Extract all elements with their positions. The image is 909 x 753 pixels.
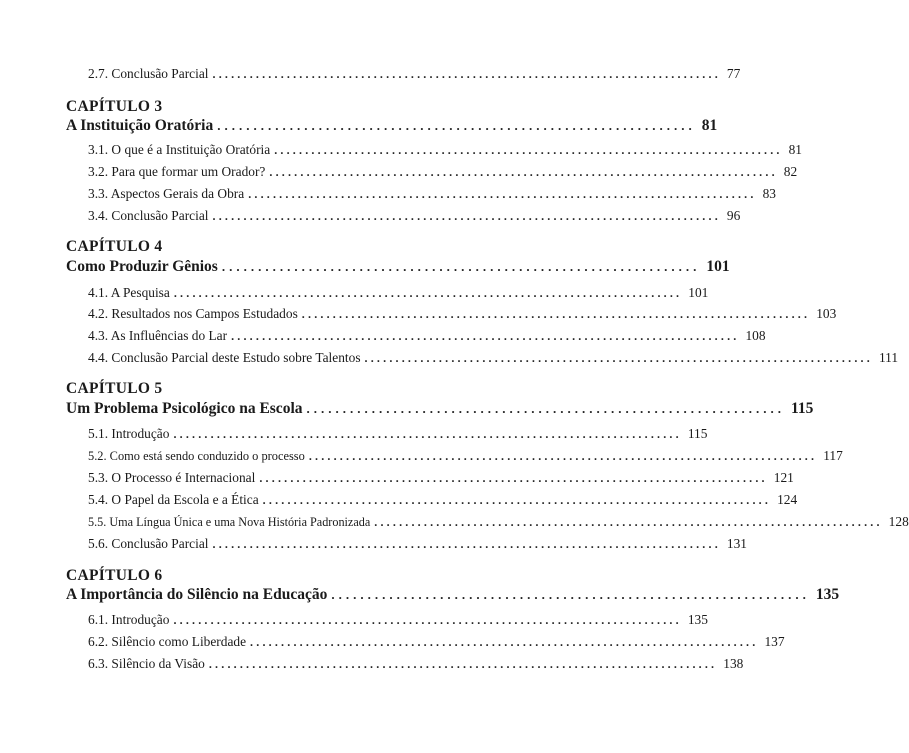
toc-entry[interactable]: [0, 514, 909, 536]
entry-page-number: 131: [726, 536, 747, 551]
chapter-page-number: 135: [815, 586, 840, 603]
entry-label: 3.4. Conclusão Parcial: [88, 208, 209, 223]
entry-page-number: 101: [688, 285, 709, 300]
dot-leader: ..................................................................................: [231, 329, 740, 343]
entry-page-number: 77: [726, 66, 741, 81]
entry-label: 3.2. Para que formar um Orador?: [88, 164, 266, 179]
dot-leader: ..................................................................: [306, 401, 785, 416]
entry-label: 4.3. As Influências do Lar: [88, 328, 228, 343]
toc-entry[interactable]: [0, 492, 798, 514]
entry-page-number: 108: [745, 328, 766, 343]
entry-page-number: 117: [823, 448, 843, 463]
chapter-title-entry[interactable]: [0, 400, 814, 422]
entry-label: 2.7. Conclusão Parcial: [88, 66, 209, 81]
chapter-page-number: 101: [706, 258, 730, 275]
entry-label: 6.3. Silêncio da Visão: [88, 656, 205, 671]
entry-page-number: 128: [888, 514, 909, 529]
dot-leader: ..................................................................................: [259, 471, 768, 485]
dot-leader: ..................................................................: [221, 259, 701, 274]
toc-entry[interactable]: [0, 426, 708, 448]
chapter-page-number: 115: [791, 400, 814, 417]
chapter-title-entry[interactable]: [0, 258, 730, 280]
toc-entry[interactable]: [0, 634, 785, 656]
entry-label: 5.4. O Papel da Escola e a Ética: [88, 492, 259, 507]
dot-leader: ..................................................................................: [250, 635, 759, 649]
toc-entry[interactable]: [0, 186, 776, 208]
chapter-title: Como Produzir Gênios: [66, 258, 218, 275]
entry-page-number: 135: [687, 612, 708, 627]
toc-entry[interactable]: [0, 208, 741, 230]
entry-page-number: 121: [773, 470, 794, 485]
entry-page-number: 115: [687, 426, 708, 441]
toc-entry[interactable]: [0, 328, 766, 350]
entry-page-number: 138: [723, 656, 744, 671]
toc-entry[interactable]: [0, 612, 708, 634]
entry-page-number: 124: [777, 492, 798, 507]
entry-page-number: 81: [788, 142, 802, 157]
dot-leader: ..................................................................................: [212, 67, 721, 81]
entry-page-number: 111: [878, 350, 899, 365]
entry-label: 5.1. Introdução: [88, 426, 170, 441]
entry-page-number: 137: [764, 634, 785, 649]
dot-leader: ..................................................................................: [173, 286, 683, 300]
entry-label: 4.4. Conclusão Parcial deste Estudo sobre Talentos: [88, 350, 361, 365]
entry-page-number: 83: [762, 186, 776, 201]
toc-entry[interactable]: [0, 164, 798, 186]
entry-label: 5.2. Como está sendo conduzido o processo: [88, 449, 305, 463]
dot-leader: ..................................................................................: [308, 449, 818, 463]
dot-leader: ..................................................................: [331, 587, 810, 602]
chapter-heading: CAPÍTULO 5: [66, 380, 163, 397]
entry-page-number: 82: [783, 164, 798, 179]
entry-label: 5.5. Uma Língua Única e uma Nova História Padronizada: [88, 515, 371, 529]
toc-entry-2-7[interactable]: [0, 66, 741, 88]
dot-leader: ..................................................................................: [262, 493, 772, 507]
chapter-title-entry[interactable]: [0, 586, 840, 608]
dot-leader: ..................................................................................: [274, 143, 783, 157]
chapter-title: Um Problema Psicológico na Escola: [66, 400, 303, 417]
dot-leader: ..................................................................................: [212, 537, 721, 551]
toc-entry[interactable]: [0, 306, 837, 328]
chapter-title: A Instituição Oratória: [66, 117, 214, 134]
entry-label: 6.1. Introdução: [88, 612, 170, 627]
dot-leader: ..................................................................................: [173, 427, 682, 441]
chapter-heading: CAPÍTULO 6: [66, 567, 163, 584]
dot-leader: ..................................................................................: [364, 351, 873, 365]
chapter-heading: CAPÍTULO 3: [66, 98, 163, 115]
entry-page-number: 103: [816, 306, 837, 321]
dot-leader: ..................................................................: [217, 118, 696, 133]
entry-label: 5.6. Conclusão Parcial: [88, 536, 209, 551]
toc-entry[interactable]: [0, 142, 802, 164]
toc-entry[interactable]: [0, 350, 899, 372]
chapter-page-number: 81: [701, 117, 718, 134]
toc-entry[interactable]: [0, 536, 747, 558]
chapter-heading: CAPÍTULO 4: [66, 238, 163, 255]
entry-label: 4.1. A Pesquisa: [88, 285, 170, 300]
entry-label: 6.2. Silêncio como Liberdade: [88, 634, 247, 649]
toc-entry[interactable]: [0, 656, 744, 678]
entry-label: 4.2. Resultados nos Campos Estudados: [88, 306, 298, 321]
entry-label: 5.3. O Processo é Internacional: [88, 470, 256, 485]
chapter-title-entry[interactable]: [0, 117, 718, 139]
entry-label: 3.3. Aspectos Gerais da Obra: [88, 186, 245, 201]
dot-leader: ..................................................................................: [208, 657, 718, 671]
dot-leader: ..................................................................................: [212, 209, 721, 223]
dot-leader: ..................................................................................: [301, 307, 811, 321]
dot-leader: ..................................................................................: [173, 613, 682, 627]
toc-entry[interactable]: [0, 470, 794, 492]
entry-page-number: 96: [726, 208, 741, 223]
entry-label: 3.1. O que é a Instituição Oratória: [88, 142, 271, 157]
toc-entry[interactable]: [0, 448, 843, 470]
toc-entry[interactable]: [0, 285, 709, 307]
dot-leader: ..................................................................................: [374, 515, 883, 529]
dot-leader: ..................................................................................: [248, 187, 757, 201]
dot-leader: ..................................................................................: [269, 165, 778, 179]
chapter-title: A Importância do Silêncio na Educação: [66, 586, 328, 603]
